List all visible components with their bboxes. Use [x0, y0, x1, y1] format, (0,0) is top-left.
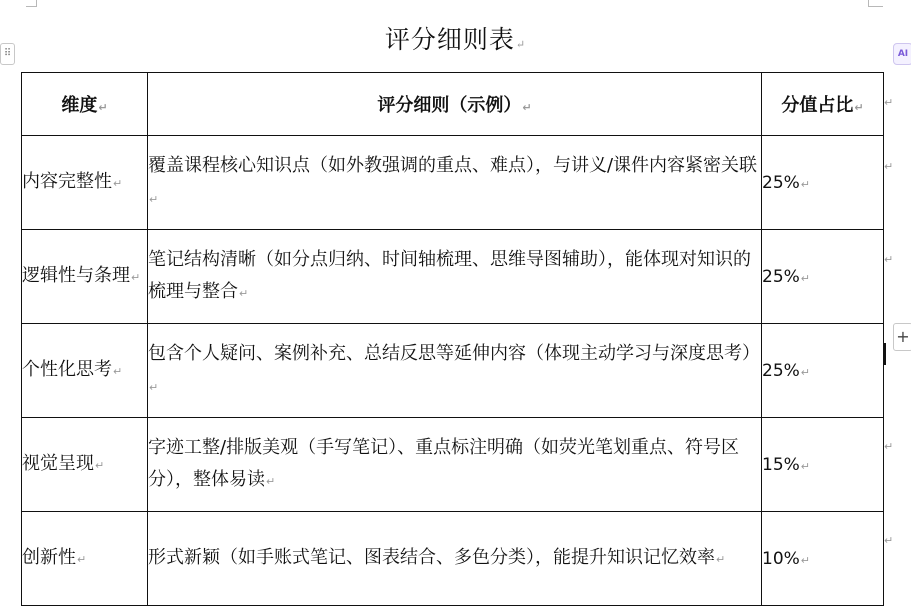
row-end-mark-icon: ↵	[884, 440, 894, 453]
scoring-table	[21, 72, 884, 606]
header-dimension[interactable]	[22, 73, 148, 136]
table-row	[22, 324, 884, 418]
weight-cell[interactable]	[762, 230, 884, 324]
table-row	[22, 418, 884, 512]
dimension-text: 内容完整性	[22, 170, 112, 192]
criteria-text: 字迹工整/排版美观（手写笔记）、重点标注明确（如荧光笔划重点、符号区分），整体易读	[148, 436, 740, 490]
header-dimension-label: 维度	[61, 95, 98, 116]
weight-text: 25%	[762, 266, 800, 287]
paragraph-mark-icon: ↵	[149, 380, 159, 394]
criteria-cell[interactable]	[148, 324, 762, 418]
paragraph-mark-icon: ↵	[149, 192, 159, 206]
dimension-text: 逻辑性与条理	[22, 264, 130, 286]
criteria-text: 覆盖课程核心知识点（如外教强调的重点、难点），与讲义/课件内容紧密关联	[148, 154, 758, 176]
row-end-mark-icon: ↵	[884, 253, 894, 266]
paragraph-mark-icon: ↵	[800, 459, 811, 473]
row-end-mark-icon: ↵	[884, 534, 894, 547]
weight-cell[interactable]	[762, 512, 884, 606]
text-cursor	[884, 343, 886, 365]
paragraph-mark-icon: ↵	[800, 365, 811, 379]
criteria-text: 包含个人疑问、案例补充、总结反思等延伸内容（体现主动学习与深度思考）	[148, 342, 760, 364]
dimension-cell[interactable]	[22, 324, 148, 418]
add-row-button[interactable]: +	[893, 323, 911, 351]
weight-cell[interactable]	[762, 136, 884, 230]
paragraph-mark-icon: ↵	[800, 177, 811, 191]
dimension-cell[interactable]	[22, 136, 148, 230]
paragraph-mark-icon: ↵	[854, 101, 864, 114]
table-row	[22, 512, 884, 606]
paragraph-mark-icon: ↵	[77, 552, 87, 566]
weight-cell[interactable]	[762, 418, 884, 512]
document-title-text: 评分细则表	[384, 25, 515, 54]
criteria-cell[interactable]	[148, 418, 762, 512]
dimension-cell[interactable]	[22, 418, 148, 512]
table-header-row	[22, 73, 884, 136]
paragraph-mark-icon: ↵	[113, 176, 123, 190]
weight-text: 25%	[762, 360, 800, 381]
dimension-cell[interactable]	[22, 512, 148, 606]
dimension-text: 个性化思考	[22, 358, 112, 380]
weight-text: 10%	[762, 548, 800, 569]
document-title	[0, 20, 911, 56]
table-row	[22, 136, 884, 230]
page-corner-mark-top-left	[26, 0, 37, 7]
paragraph-mark-icon: ↵	[131, 270, 141, 284]
paragraph-mark-icon: ↵	[239, 286, 249, 300]
header-weight[interactable]	[762, 73, 884, 136]
criteria-cell[interactable]	[148, 230, 762, 324]
paragraph-mark-icon: ↵	[522, 101, 532, 114]
dimension-cell[interactable]	[22, 230, 148, 324]
dimension-text: 创新性	[22, 546, 76, 568]
paragraph-mark-icon: ↵	[800, 271, 811, 285]
criteria-text: 形式新颖（如手账式笔记、图表结合、多色分类），能提升知识记忆效率	[148, 546, 715, 568]
weight-cell[interactable]	[762, 324, 884, 418]
criteria-cell[interactable]	[148, 136, 762, 230]
dimension-text: 视觉呈现	[22, 452, 94, 474]
row-end-mark-icon: ↵	[884, 96, 894, 109]
row-end-mark-icon: ↵	[884, 160, 894, 173]
header-criteria[interactable]	[148, 73, 762, 136]
paragraph-mark-icon: ↵	[95, 458, 105, 472]
paragraph-mark-icon: ↵	[515, 38, 527, 51]
paragraph-mark-icon: ↵	[266, 474, 276, 488]
paragraph-mark-icon: ↵	[800, 553, 811, 567]
paragraph-mark-icon: ↵	[716, 552, 726, 566]
paragraph-mark-icon: ↵	[98, 101, 108, 114]
paragraph-mark-icon: ↵	[113, 364, 123, 378]
weight-text: 15%	[762, 454, 800, 475]
criteria-text: 笔记结构清晰（如分点归纳、时间轴梳理、思维导图辅助），能体现对知识的梳理与整合	[148, 248, 751, 302]
header-criteria-label: 评分细则（示例）	[377, 95, 522, 116]
criteria-cell[interactable]	[148, 512, 762, 606]
drag-handle-icon[interactable]: ⠿	[0, 43, 15, 65]
page-corner-mark-top-right	[868, 0, 883, 7]
ai-assistant-button[interactable]: AI	[893, 43, 911, 65]
table-row	[22, 230, 884, 324]
weight-text: 25%	[762, 172, 800, 193]
header-weight-label: 分值占比	[781, 95, 854, 116]
